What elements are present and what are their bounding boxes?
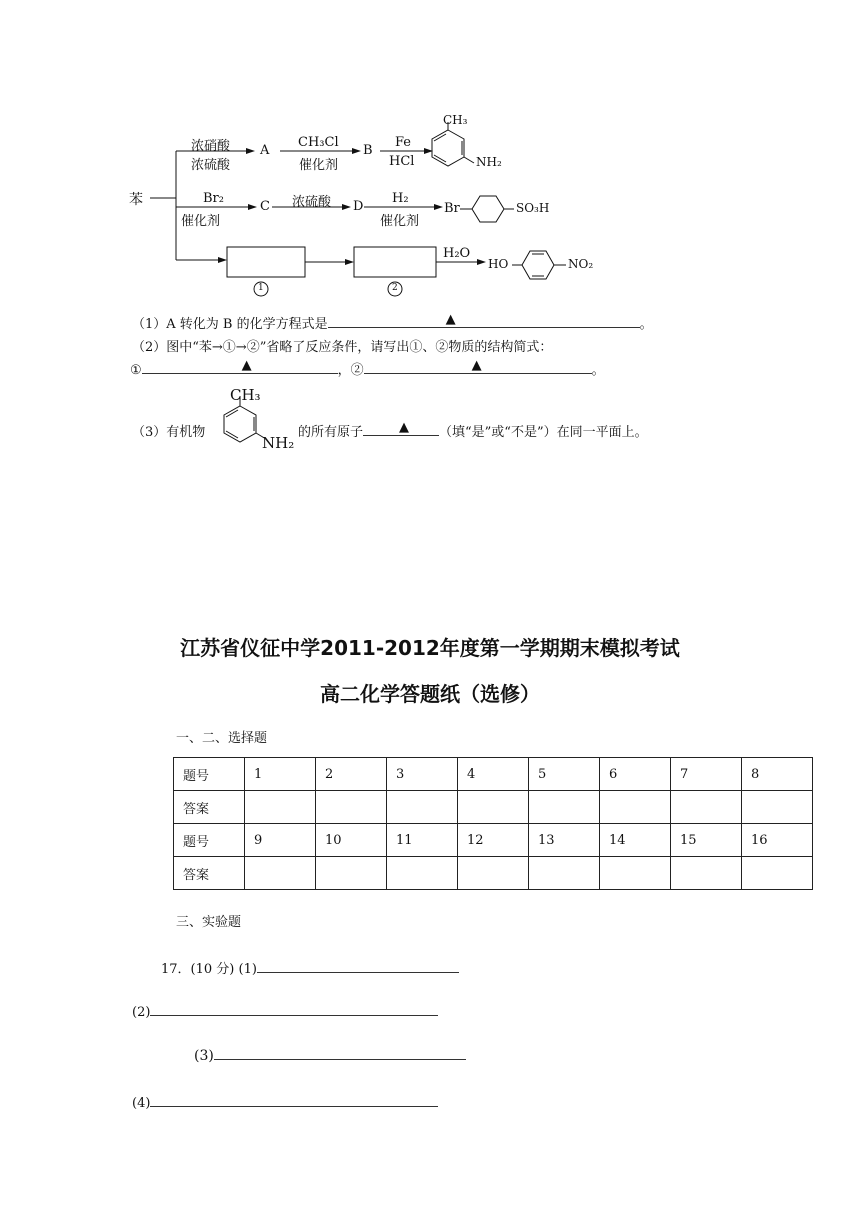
answer-cell[interactable]: [600, 791, 671, 824]
q17-line-2: [132, 1003, 438, 1020]
answer-sheet-title: 江苏省仪征中学2011-2012年度第一学期期末模拟考试: [180, 636, 680, 660]
answer-cell[interactable]: [316, 857, 387, 890]
q17-answer-blank-1[interactable]: [257, 960, 459, 973]
q1-answer-blank[interactable]: [328, 312, 640, 328]
table-row: [174, 758, 813, 791]
q2-answer-blank-1[interactable]: [142, 358, 338, 374]
table-row: [174, 791, 813, 824]
answer-table: [173, 757, 813, 890]
nitric-acid-label: 浓硝酸: [191, 139, 231, 154]
toluidine-structure: [432, 122, 474, 166]
answer-cell[interactable]: [458, 791, 529, 824]
q17-answer-blank-4[interactable]: [150, 1094, 438, 1107]
question-number-cell: 8: [742, 758, 813, 791]
question-number-cell: 1: [245, 758, 316, 791]
answer-cell[interactable]: [671, 791, 742, 824]
benzene-label: 苯: [129, 192, 143, 208]
question-number-cell: 9: [245, 824, 316, 857]
table-row: [174, 824, 813, 857]
question-number-cell: 13: [529, 824, 600, 857]
catalyst-label-2: 催化剂: [181, 214, 221, 229]
q17-line-4: [132, 1094, 438, 1111]
q17-label: 17．(10 分) (1): [161, 962, 257, 977]
methyl-label: CH₃: [443, 113, 468, 127]
q17-part-2-label: (2): [132, 1005, 151, 1020]
answer-cell[interactable]: [245, 791, 316, 824]
answer-cell[interactable]: [529, 791, 600, 824]
answer-cell[interactable]: [600, 857, 671, 890]
answer-cell[interactable]: [458, 857, 529, 890]
q1-end: 。: [639, 317, 653, 332]
ch3cl-label: CH₃Cl: [298, 135, 339, 150]
q17-part-3-label: (3): [194, 1048, 214, 1064]
question-number-cell: 3: [387, 758, 458, 791]
q3-prefix: （3）有机物: [132, 425, 206, 440]
q3-amine-label: NH₂: [262, 434, 295, 452]
sulfuric-acid-label-2: 浓硫酸: [292, 195, 332, 210]
q3-suffix: （填“是”或“不是”）在同一平面上。: [439, 425, 648, 440]
q3-mid: 的所有原子: [298, 425, 364, 440]
q2-separator: ，②: [337, 363, 364, 378]
question-number-cell: 14: [600, 824, 671, 857]
question-number-cell: 10: [316, 824, 387, 857]
bromo-label: Br: [444, 201, 460, 216]
triangle-marker: ▲: [241, 358, 252, 373]
answer-cell[interactable]: [671, 857, 742, 890]
q17-line-1: [161, 958, 459, 977]
q1-text: （1）A 转化为 B 的化学方程式是: [132, 317, 328, 332]
answer-cell[interactable]: [742, 791, 813, 824]
cyclohexane-structure: [460, 196, 514, 222]
nitrophenol-structure: [512, 251, 566, 279]
q17-answer-blank-3[interactable]: [214, 1047, 466, 1060]
product-d: D: [353, 199, 364, 214]
triangle-marker: ▲: [445, 312, 456, 327]
scheme-lines: [0, 0, 860, 300]
amine-label: NH₂: [476, 155, 502, 169]
row-label-answer: 答案: [174, 791, 245, 824]
water-label: H₂O: [443, 246, 471, 261]
hydroxy-label: HO: [488, 257, 509, 271]
triangle-marker: ▲: [399, 420, 410, 435]
section-experiment-heading: 三、实验题: [176, 915, 242, 930]
circle-label-1: 1: [258, 283, 264, 293]
row-label-number: 题号: [174, 824, 245, 857]
hcl-label: HCl: [389, 154, 415, 169]
question-2-answers: [130, 359, 605, 378]
question-number-cell: 12: [458, 824, 529, 857]
nitro-label: NO₂: [568, 257, 594, 271]
catalyst-label: 催化剂: [299, 158, 339, 173]
answer-cell[interactable]: [529, 857, 600, 890]
section-choice-heading: 一、二、选择题: [176, 731, 268, 746]
question-1: [132, 313, 653, 332]
row-label-number: 题号: [174, 758, 245, 791]
triangle-marker: ▲: [471, 358, 482, 373]
answer-sheet-subtitle: 高二化学答题纸（选修）: [320, 682, 540, 706]
answer-cell[interactable]: [387, 857, 458, 890]
question-3: [298, 421, 648, 440]
br2-label: Br₂: [203, 191, 224, 206]
fe-label: Fe: [395, 135, 412, 150]
q2-mark-1: ①: [130, 363, 142, 378]
question-number-cell: 15: [671, 824, 742, 857]
q17-part-4-label: (4): [132, 1096, 151, 1111]
question-number-cell: 7: [671, 758, 742, 791]
q17-line-3: [194, 1047, 466, 1064]
product-c: C: [260, 199, 270, 214]
catalyst-label-3: 催化剂: [380, 214, 420, 229]
question-2: （2）图中“苯→①→②”省略了反应条件，请写出①、②物质的结构简式：: [132, 340, 553, 355]
circle-label-2: 2: [392, 283, 398, 293]
q3-answer-blank[interactable]: [363, 420, 439, 436]
q3-methyl-label: CH₃: [230, 386, 261, 404]
row-label-answer: 答案: [174, 857, 245, 890]
table-row: [174, 857, 813, 890]
question-number-cell: 2: [316, 758, 387, 791]
question-number-cell: 4: [458, 758, 529, 791]
question-number-cell: 16: [742, 824, 813, 857]
question-number-cell: 6: [600, 758, 671, 791]
answer-cell[interactable]: [742, 857, 813, 890]
q17-answer-blank-2[interactable]: [150, 1003, 438, 1016]
product-a: A: [260, 143, 270, 158]
h2-label: H₂: [392, 191, 409, 206]
sulfuric-acid-label: 浓硫酸: [191, 158, 231, 173]
question-number-cell: 11: [387, 824, 458, 857]
answer-cell[interactable]: [316, 791, 387, 824]
sulfonic-label: SO₃H: [516, 201, 550, 215]
product-b: B: [363, 143, 373, 158]
q2-end: 。: [591, 363, 605, 378]
question-number-cell: 5: [529, 758, 600, 791]
answer-cell[interactable]: [245, 857, 316, 890]
answer-cell[interactable]: [387, 791, 458, 824]
q2-answer-blank-2[interactable]: [364, 358, 592, 374]
